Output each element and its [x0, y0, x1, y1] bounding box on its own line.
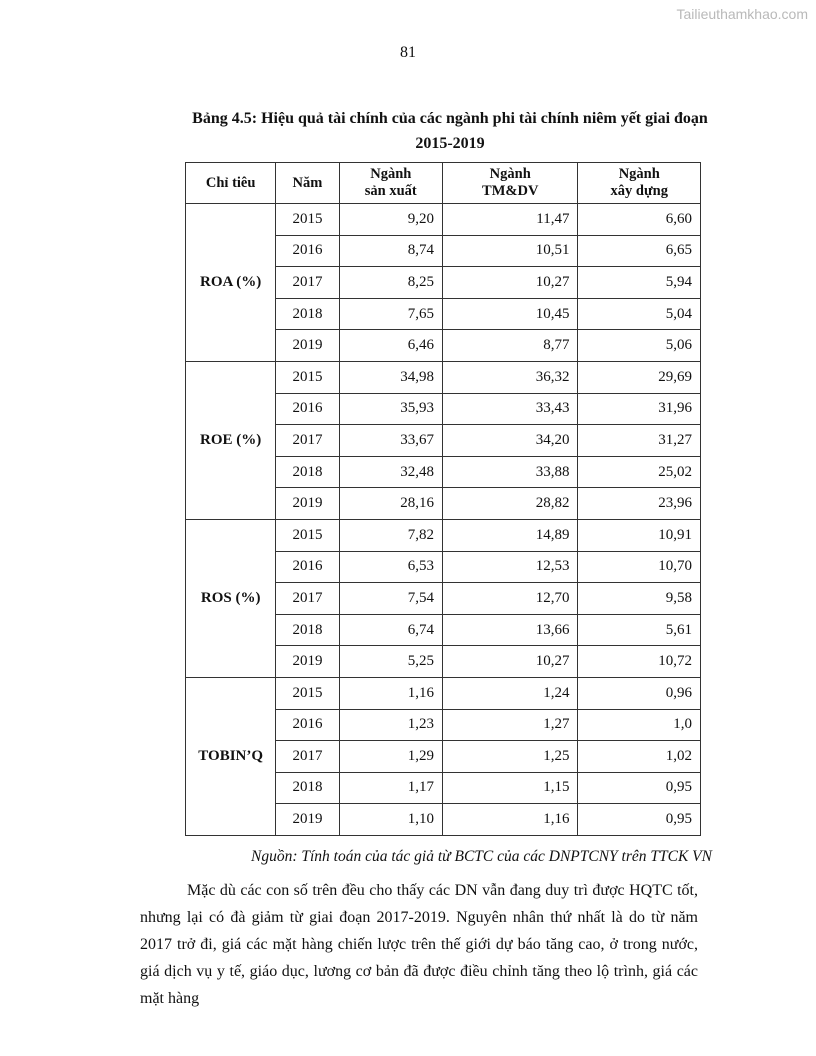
cell-year: 2017: [276, 267, 339, 299]
header-year: Năm: [276, 163, 339, 204]
cell-construction: 29,69: [578, 361, 701, 393]
cell-manufacturing: 28,16: [339, 488, 442, 520]
cell-year: 2015: [276, 361, 339, 393]
table-row: [186, 677, 701, 709]
cell-trade: 33,43: [442, 393, 578, 425]
cell-manufacturing: 33,67: [339, 425, 442, 457]
cell-trade: 10,27: [442, 646, 578, 678]
cell-manufacturing: 8,25: [339, 267, 442, 299]
cell-construction: 6,60: [578, 204, 701, 236]
cell-year: 2015: [276, 204, 339, 236]
cell-year: 2018: [276, 298, 339, 330]
cell-year: 2015: [276, 677, 339, 709]
cell-construction: 5,06: [578, 330, 701, 362]
financial-efficiency-table: [185, 162, 701, 836]
cell-year: 2016: [276, 709, 339, 741]
caption-line-2: 2015-2019: [415, 135, 485, 152]
cell-construction: 0,95: [578, 804, 701, 836]
cell-manufacturing: 1,29: [339, 741, 442, 773]
watermark: Tailieuthamkhao.com: [676, 6, 808, 22]
cell-year: 2017: [276, 583, 339, 615]
cell-construction: 0,96: [578, 677, 701, 709]
cell-year: 2015: [276, 519, 339, 551]
cell-manufacturing: 35,93: [339, 393, 442, 425]
cell-manufacturing: 1,23: [339, 709, 442, 741]
header-manufacturing: [339, 163, 442, 204]
cell-construction: 9,58: [578, 583, 701, 615]
cell-year: 2016: [276, 235, 339, 267]
cell-year: 2016: [276, 551, 339, 583]
cell-construction: 25,02: [578, 456, 701, 488]
header-trade-line2: TM&DV: [482, 183, 539, 199]
cell-trade: 10,51: [442, 235, 578, 267]
cell-manufacturing: 6,74: [339, 614, 442, 646]
cell-year: 2019: [276, 488, 339, 520]
cell-trade: 1,24: [442, 677, 578, 709]
cell-construction: 10,72: [578, 646, 701, 678]
cell-year: 2018: [276, 772, 339, 804]
cell-trade: 1,16: [442, 804, 578, 836]
header-trade: [442, 163, 578, 204]
cell-manufacturing: 6,53: [339, 551, 442, 583]
cell-construction: 1,02: [578, 741, 701, 773]
cell-trade: 33,88: [442, 456, 578, 488]
cell-manufacturing: 32,48: [339, 456, 442, 488]
table-source-note: Nguồn: Tính toán của tác giả từ BCTC của các DNPTCNY trên TTCK VN: [250, 848, 712, 865]
page-number: 81: [400, 44, 416, 61]
cell-manufacturing: 1,16: [339, 677, 442, 709]
caption-line-1: Bảng 4.5: Hiệu quả tài chính của các ngành phi tài chính niêm yết giai đoạn: [192, 110, 708, 127]
table-caption: [160, 106, 740, 156]
header-construction-line2: xây dựng: [610, 183, 668, 199]
header-manufacturing-line1: Ngành: [370, 166, 412, 182]
cell-construction: 6,65: [578, 235, 701, 267]
cell-construction: 31,96: [578, 393, 701, 425]
cell-year: 2016: [276, 393, 339, 425]
cell-trade: 13,66: [442, 614, 578, 646]
cell-manufacturing: 1,10: [339, 804, 442, 836]
cell-construction: 5,61: [578, 614, 701, 646]
cell-construction: 0,95: [578, 772, 701, 804]
cell-manufacturing: 34,98: [339, 361, 442, 393]
cell-trade: 28,82: [442, 488, 578, 520]
cell-construction: 1,0: [578, 709, 701, 741]
cell-year: 2019: [276, 646, 339, 678]
cell-trade: 14,89: [442, 519, 578, 551]
table-row: [186, 361, 701, 393]
group-label-ros: ROS (%): [186, 519, 276, 677]
cell-trade: 1,25: [442, 741, 578, 773]
cell-construction: 10,70: [578, 551, 701, 583]
table-row: [186, 204, 701, 236]
cell-manufacturing: 8,74: [339, 235, 442, 267]
cell-manufacturing: 7,54: [339, 583, 442, 615]
cell-trade: 10,27: [442, 267, 578, 299]
cell-manufacturing: 9,20: [339, 204, 442, 236]
cell-construction: 31,27: [578, 425, 701, 457]
header-construction: [578, 163, 701, 204]
cell-trade: 11,47: [442, 204, 578, 236]
cell-manufacturing: 7,82: [339, 519, 442, 551]
cell-manufacturing: 6,46: [339, 330, 442, 362]
group-label-tobinq: TOBIN’Q: [186, 677, 276, 835]
cell-year: 2017: [276, 741, 339, 773]
table-header-row: [186, 163, 701, 204]
header-manufacturing-line2: sản xuất: [364, 183, 417, 199]
header-trade-line1: Ngành: [489, 166, 531, 182]
group-label-roe: ROE (%): [186, 361, 276, 519]
header-construction-line1: Ngành: [618, 166, 660, 182]
cell-construction: 23,96: [578, 488, 701, 520]
cell-manufacturing: 7,65: [339, 298, 442, 330]
cell-trade: 12,70: [442, 583, 578, 615]
cell-construction: 5,94: [578, 267, 701, 299]
cell-construction: 10,91: [578, 519, 701, 551]
group-label-roa: ROA (%): [186, 204, 276, 362]
header-indicator: Chỉ tiêu: [186, 163, 276, 204]
cell-year: 2017: [276, 425, 339, 457]
cell-trade: 10,45: [442, 298, 578, 330]
cell-year: 2018: [276, 614, 339, 646]
body-paragraph: Mặc dù các con số trên đều cho thấy các DN vẫn đang duy trì được HQTC tốt, nhưng lại có đà giảm từ giai đoạn 2017-2019. Nguyên nhân thứ nhất là do từ năm 2017 trở đi, giá các mặt hàng chiến lược trên thế giới dự báo tăng cao, ở trong nước, giá dịch vụ y tế, giáo dục, lương cơ bản đã được điều chỉnh tăng theo lộ trình, giá các mặt hàng: [140, 882, 698, 1007]
cell-manufacturing: 1,17: [339, 772, 442, 804]
table-row: [186, 519, 701, 551]
cell-trade: 8,77: [442, 330, 578, 362]
cell-trade: 36,32: [442, 361, 578, 393]
cell-year: 2019: [276, 330, 339, 362]
cell-trade: 1,27: [442, 709, 578, 741]
cell-year: 2018: [276, 456, 339, 488]
cell-year: 2019: [276, 804, 339, 836]
cell-trade: 34,20: [442, 425, 578, 457]
cell-trade: 1,15: [442, 772, 578, 804]
cell-manufacturing: 5,25: [339, 646, 442, 678]
cell-trade: 12,53: [442, 551, 578, 583]
cell-construction: 5,04: [578, 298, 701, 330]
